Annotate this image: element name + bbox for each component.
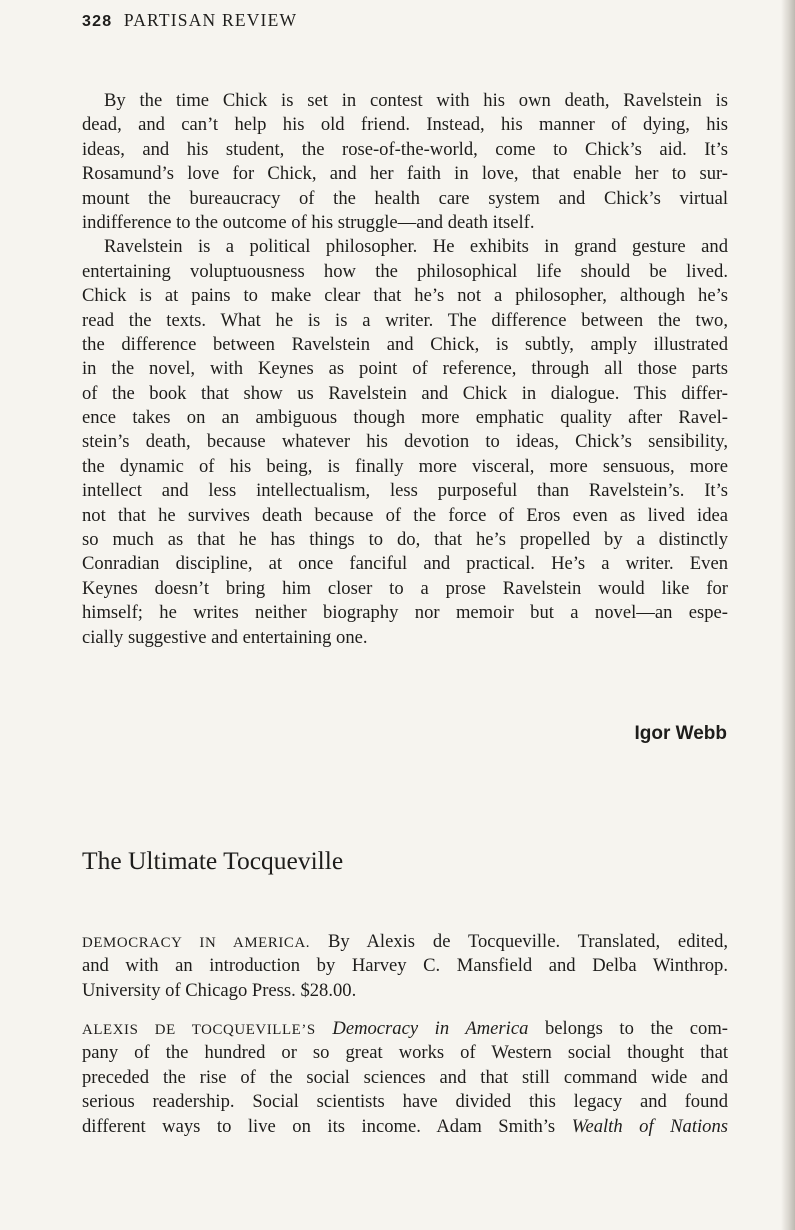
- text-line: in the novel, with Keynes as point of reference, through all those parts: [82, 358, 728, 380]
- biblio-author: By Alexis de Tocqueville.: [327, 931, 561, 952]
- text-line: himself; he writes neither biography nor memoir but a novel—an espe-: [82, 602, 728, 624]
- text-line: Ravelstein is a political philosopher. He exhibits in grand gesture and: [104, 236, 728, 258]
- bibliographic-entry: [82, 930, 728, 1003]
- text-line: of the book that show us Ravelstein and Chick in dialogue. This differ-: [82, 382, 728, 404]
- opening-smallcaps: ALEXIS DE TOCQUEVILLE’S: [82, 1022, 316, 1038]
- review-title: The Ultimate Tocqueville: [82, 846, 344, 875]
- text-line: entertaining voluptuousness how the philosophical life should be lived.: [82, 260, 728, 282]
- running-head: [82, 10, 297, 31]
- text-line: ALEXIS DE TOCQUEVILLE’S Democracy in America belongs to the com-: [82, 1018, 728, 1039]
- review1-body: [82, 89, 728, 650]
- text-line: the difference between Ravelstein and Chick, is subtly, amply illustrated: [82, 333, 728, 355]
- text-line: Rosamund’s love for Chick, and her faith in love, that enable her to sur-: [82, 163, 728, 185]
- text-line: the dynamic of his being, is finally more visceral, more sensuous, more: [82, 455, 728, 477]
- page-number: 328: [82, 13, 113, 30]
- text-line: ideas, and his student, the rose-of-the-world, come to Chick’s aid. It’s: [82, 138, 728, 160]
- text-line: By the time Chick is set in contest with his own death, Ravelstein is: [104, 90, 728, 111]
- biblio-line: [82, 930, 728, 954]
- text-line: different ways to live on its income. Adam Smith’s Wealth of Nations: [82, 1115, 729, 1137]
- text-line: not that he survives death because of the force of Eros even as lived idea: [82, 504, 728, 526]
- text-line: indifference to the outcome of his struggle—and death itself.: [82, 211, 535, 233]
- text-line: Conradian discipline, at once fanciful and practical. He’s a writer. Even: [82, 553, 728, 575]
- text-line: ence takes on an ambiguous though more emphatic quality after Ravel-: [82, 407, 728, 429]
- text-line: stein’s death, because whatever his devotion to ideas, Chick’s sensibility,: [82, 431, 728, 453]
- text-line: dead, and can’t help his old friend. Instead, his manner of dying, his: [82, 114, 728, 136]
- journal-name: PARTISAN REVIEW: [123, 10, 298, 30]
- page-edge-shadow: [781, 0, 795, 1230]
- biblio-line: University of Chicago Press. $28.00.: [82, 979, 357, 1001]
- text-line: preceded the rise of the social sciences and that still command wide and: [82, 1066, 728, 1088]
- biblio-line: and with an introduction by Harvey C. Mansfield and Delba Winthrop.: [82, 955, 728, 977]
- text-line: pany of the hundred or so great works of Western social thought that: [82, 1042, 728, 1064]
- text-line: cially suggestive and entertaining one.: [82, 626, 368, 648]
- text-line: Chick is at pains to make clear that he’s not a philosopher, although he’s: [82, 285, 728, 307]
- text-line: mount the bureaucracy of the health care system and Chick’s virtual: [82, 187, 728, 209]
- biblio-translation: Translated, edited,: [577, 931, 729, 952]
- text-line: read the texts. What he is is a writer. The difference between the two,: [82, 309, 728, 331]
- reviewer-signature: Igor Webb: [634, 723, 727, 744]
- text-line: so much as that he has things to do, that he’s propelled by a distinctly: [82, 529, 728, 551]
- text-line: intellect and less intellectualism, less purposeful than Ravelstein’s. It’s: [82, 480, 728, 502]
- text-line: Keynes doesn’t bring him closer to a prose Ravelstein would like for: [82, 577, 728, 599]
- review2-body: [82, 1017, 728, 1139]
- book-title-italic: Democracy in America: [332, 1018, 529, 1039]
- book-title-italic: Wealth of Nations: [571, 1115, 729, 1137]
- biblio-book-title: DEMOCRACY IN AMERICA.: [82, 935, 311, 951]
- text-line: serious readership. Social scientists have divided this legacy and found: [82, 1091, 728, 1113]
